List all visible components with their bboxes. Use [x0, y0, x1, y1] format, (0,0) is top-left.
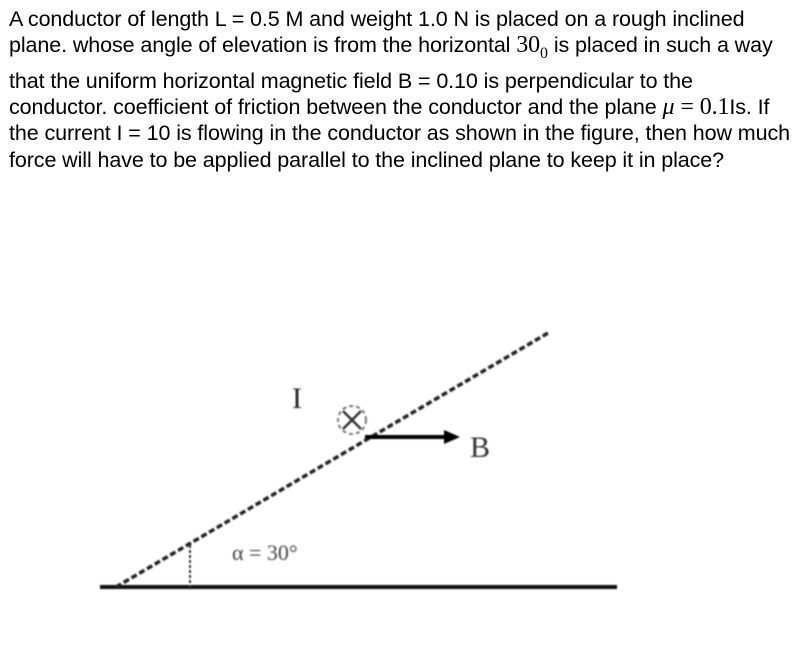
field-label: B — [470, 431, 491, 464]
mu-math: μ = 0.1 — [662, 94, 730, 121]
conductor-into-page-icon — [338, 406, 366, 434]
field-arrow-head — [444, 430, 460, 444]
question-part-2: is placed in such a way that the uniform horizontal magnetic field B = 0.10 is perpendicular to the conductor. coefficient of friction between the conductor and the plane — [9, 33, 773, 120]
question-part-1: A conductor of length L = 0.5 M and weight 1.0 N is placed on a rough inclined plane. whose angle of elevation is from the horizontal — [9, 7, 745, 58]
question-part-3: Is. If the current I = 10 is flowing in the conductor as shown in the figure, then how much force will have to be applied parallel to the inclined plane to keep it in place? — [9, 95, 790, 172]
current-label: I — [292, 382, 302, 415]
inclined-plane-figure — [0, 300, 800, 662]
question-text — [9, 6, 795, 173]
angle-label: α = 30° — [232, 540, 298, 565]
angle-math: $30_0$ — [516, 32, 548, 63]
